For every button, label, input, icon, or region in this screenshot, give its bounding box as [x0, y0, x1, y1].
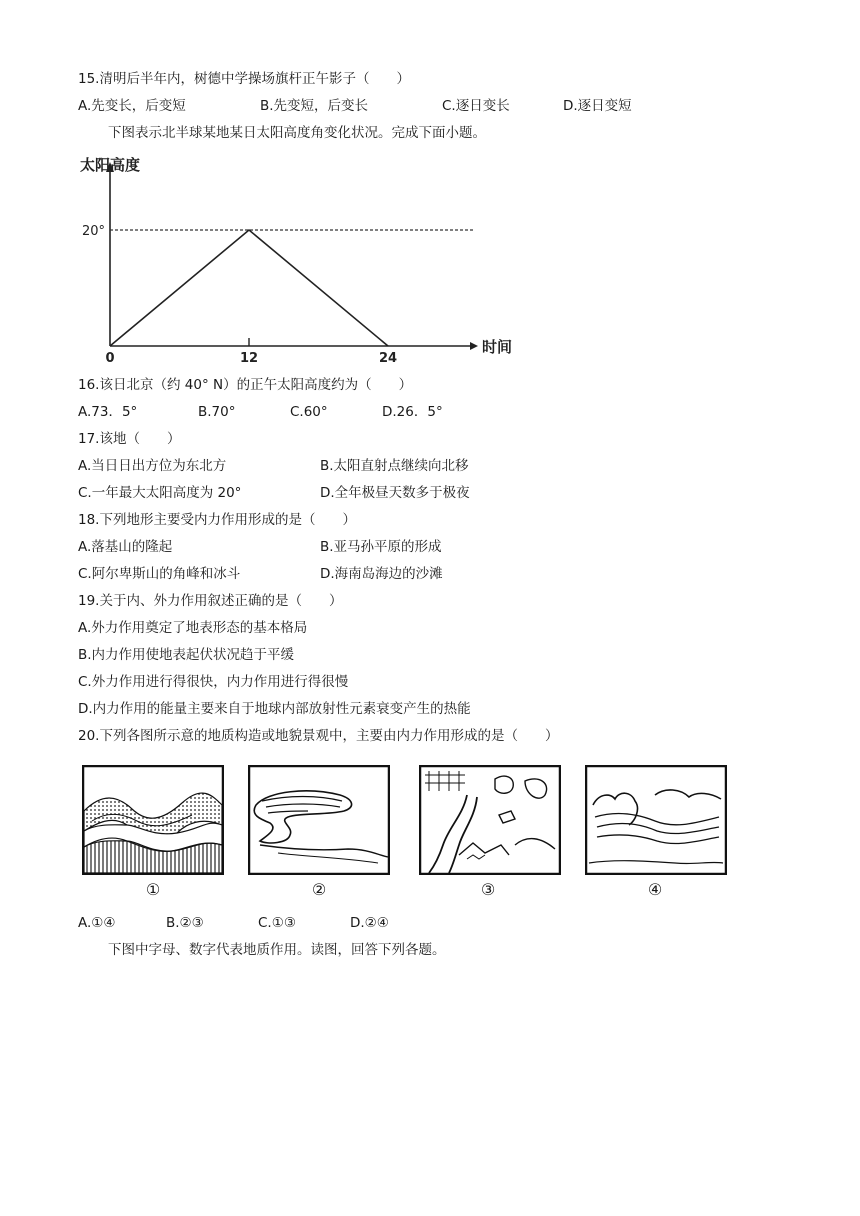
panel-2-label: ②	[311, 880, 327, 899]
panel-3-label: ③	[480, 880, 496, 899]
q20-option-b: B.②③	[166, 915, 204, 931]
panel-4-eroded-cliff	[585, 765, 727, 875]
q20-option-a: A.①④	[78, 915, 116, 931]
q17-stem: 17.该地（ ）	[78, 431, 181, 447]
x-tick-label: 0	[105, 351, 115, 366]
q20-option-d: D.②④	[350, 915, 389, 931]
q16-option-d: D.26．5°	[382, 404, 443, 420]
panel-3-river-landform	[419, 765, 561, 875]
q17-option-c: C.一年最大太阳高度为 20°	[78, 485, 242, 501]
panel-1-folded-strata	[82, 765, 224, 875]
q17-option-d: D.全年极昼天数多于极夜	[320, 485, 470, 501]
q18-option-c: C.阿尔卑斯山的角峰和冰斗	[78, 566, 241, 582]
q15-option-b: B.先变短，后变长	[260, 98, 369, 114]
q19-option-c: C.外力作用进行得很快，内力作用进行得很慢	[78, 674, 349, 690]
y-axis-label: 太阳高度	[80, 156, 141, 174]
q16-option-b: B.70°	[198, 404, 236, 420]
x-tick-label: 24	[378, 351, 398, 366]
panel-1-label: ①	[145, 880, 161, 899]
q19-option-b: B.内力作用使地表起伏状况趋于平缓	[78, 647, 295, 663]
sun-altitude-chart	[78, 150, 522, 372]
q20-stem: 20.下列各图所示意的地质构造或地貌景观中，主要由内力作用形成的是（ ）	[78, 728, 559, 744]
q15-stem: 15.清明后半年内，树德中学操场旗杆正午影子（ ）	[78, 71, 410, 87]
x-axis-label: 时间	[482, 338, 513, 356]
q18-stem: 18.下列地形主要受内力作用形成的是（ ）	[78, 512, 356, 528]
q19-option-d: D.内力作用的能量主要来自于地球内部放射性元素衰变产生的热能	[78, 701, 471, 717]
q18-option-b: B.亚马孙平原的形成	[320, 539, 442, 555]
x-tick-label: 12	[239, 351, 259, 366]
q20-option-c: C.①③	[258, 915, 296, 931]
x-axis-arrow	[470, 342, 478, 350]
q16-stem: 16.该日北京（约 40° N）的正午太阳高度约为（ ）	[78, 377, 413, 393]
panel-2-mushroom-rock	[248, 765, 390, 875]
q16-option-a: A.73．5°	[78, 404, 138, 420]
panel-4-label: ④	[647, 880, 663, 899]
sun-altitude-line	[110, 230, 388, 346]
intro-text-1: 下图表示北半球某地某日太阳高度角变化状况。完成下面小题。	[108, 125, 486, 141]
y-tick-label: 20°	[82, 224, 106, 239]
q19-option-a: A.外力作用奠定了地表形态的基本格局	[78, 620, 308, 636]
q15-option-d: D.逐日变短	[563, 98, 632, 114]
q19-stem: 19.关于内、外力作用叙述正确的是（ ）	[78, 593, 343, 609]
q15-option-a: A.先变长，后变短	[78, 98, 186, 114]
q18-option-a: A.落基山的隆起	[78, 539, 173, 555]
q15-option-c: C.逐日变长	[442, 98, 510, 114]
q18-option-d: D.海南岛海边的沙滩	[320, 566, 443, 582]
q17-option-b: B.太阳直射点继续向北移	[320, 458, 469, 474]
q16-option-c: C.60°	[290, 404, 328, 420]
q17-option-a: A.当日日出方位为东北方	[78, 458, 227, 474]
intro-text-2: 下图中字母、数字代表地质作用。读图，回答下列各题。	[108, 942, 446, 958]
